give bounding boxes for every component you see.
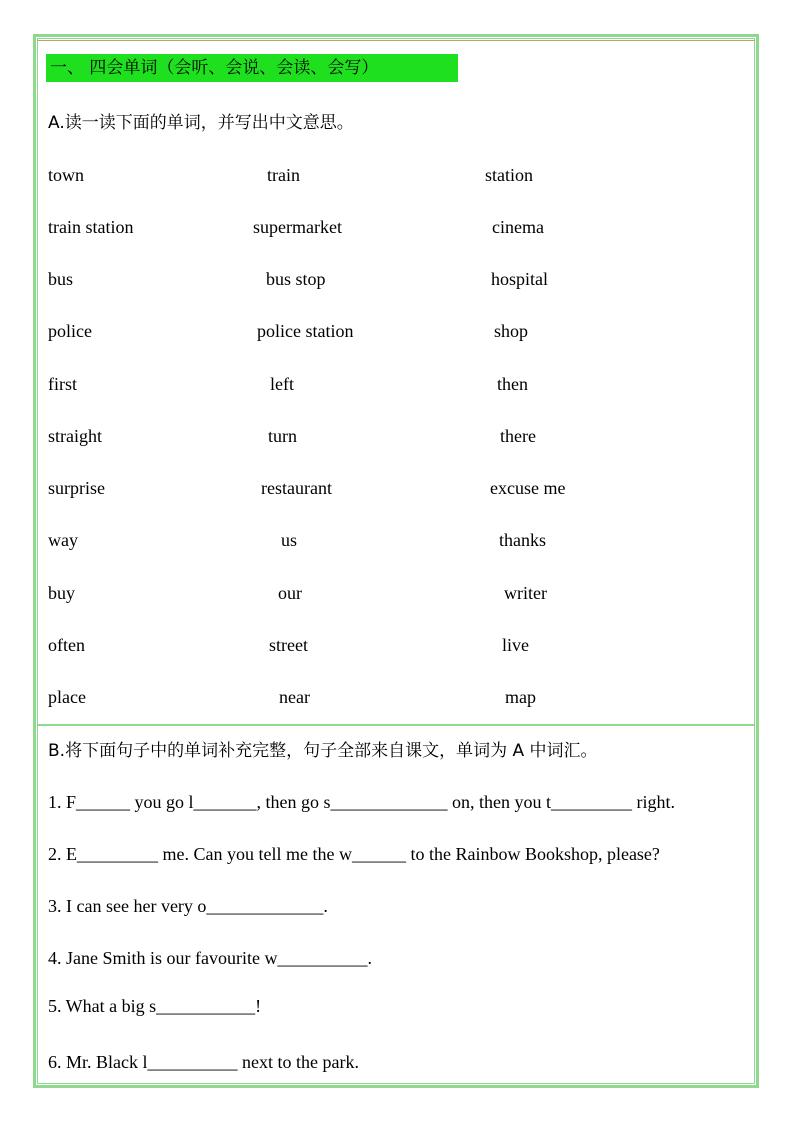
word-cell: bus xyxy=(48,269,74,289)
word-cell: our xyxy=(278,583,302,603)
section-divider xyxy=(37,724,755,726)
word-cell: supermarket xyxy=(253,217,342,237)
word-cell: police station xyxy=(257,321,354,341)
word-cell: near xyxy=(279,687,310,707)
word-cell: surprise xyxy=(48,478,105,498)
word-cell: writer xyxy=(504,583,547,603)
part-b-instruction: B.将下面句子中的单词补充完整，句子全部来自课文，单词为 A 中词汇。 xyxy=(48,741,598,761)
word-cell: excuse me xyxy=(490,478,566,498)
sentence-item: 4. Jane Smith is our favourite w__________. xyxy=(48,948,372,968)
top-rule xyxy=(37,40,755,41)
word-cell: hospital xyxy=(491,269,548,289)
word-cell: restaurant xyxy=(261,478,332,498)
word-cell: bus stop xyxy=(266,269,326,289)
sentence-item: 1. F______ you go l_______, then go s_____________ on, then you t_________ right. xyxy=(48,792,675,812)
word-cell: cinema xyxy=(492,217,544,237)
word-cell: shop xyxy=(494,321,529,341)
word-cell: way xyxy=(48,530,78,550)
word-cell: straight xyxy=(48,426,102,446)
word-cell: first xyxy=(48,374,77,394)
word-cell: train xyxy=(267,165,300,185)
word-cell: us xyxy=(281,530,298,550)
section-heading: 一、 四会单词（会听、会说、会读、会写） xyxy=(46,54,458,82)
word-cell: live xyxy=(502,635,529,655)
word-cell: town xyxy=(48,165,84,185)
word-cell: there xyxy=(500,426,536,446)
word-cell: police xyxy=(48,321,92,341)
word-cell: place xyxy=(48,687,86,707)
sentence-item: 5. What a big s___________! xyxy=(48,996,262,1016)
word-cell: buy xyxy=(48,583,75,603)
word-cell: street xyxy=(269,635,308,655)
word-cell: map xyxy=(505,687,536,707)
sentence-item: 6. Mr. Black l__________ next to the park. xyxy=(48,1052,359,1072)
word-cell: then xyxy=(497,374,528,394)
word-cell: left xyxy=(270,374,294,394)
word-cell: station xyxy=(485,165,533,185)
part-a-instruction: A.读一读下面的单词，并写出中文意思。 xyxy=(48,113,354,133)
word-cell: often xyxy=(48,635,85,655)
sentence-item: 2. E_________ me. Can you tell me the w______ to the Rainbow Bookshop, please? xyxy=(48,844,660,864)
word-cell: thanks xyxy=(499,530,546,550)
sentence-item: 3. I can see her very o_____________. xyxy=(48,896,328,916)
word-cell: train station xyxy=(48,217,134,237)
word-cell: turn xyxy=(268,426,297,446)
page-border-inner xyxy=(37,38,755,1084)
